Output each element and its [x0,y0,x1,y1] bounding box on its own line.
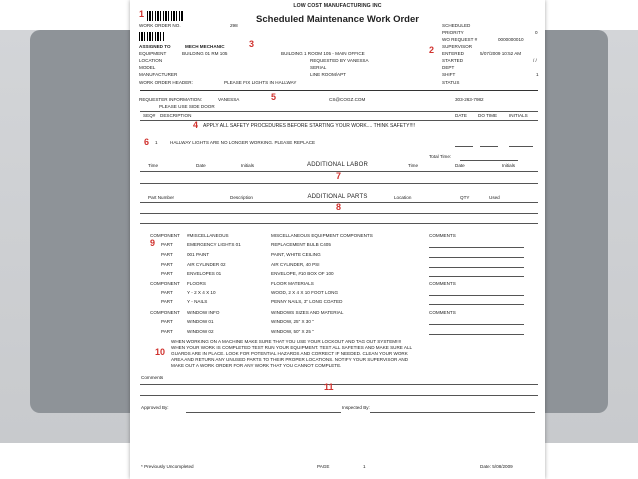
date-blank [455,146,473,147]
part-label: PART [161,329,173,334]
component-desc: MISCELLANEOUS EQUIPMENT COMPONENTS [271,233,373,238]
barcode-assigned [139,32,165,41]
part-label: PART [161,262,173,267]
marker-10: 10 [155,347,166,357]
safety-note: APPLY ALL SAFETY PROCEDURES BEFORE STARTING YOUR WORK.... THINK SAFETY!!!! [203,123,415,129]
page-number: 1 [363,464,366,469]
component-value: #MISCELLANEOUS [187,233,229,238]
marker-4: 4 [193,120,199,130]
col-seq: SEQ# [143,113,156,118]
comment-blank [429,267,524,268]
requester-note: PLEASE USE SIDE DOOR [159,104,215,109]
marker-8: 8 [336,202,342,212]
part-desc: WINDOW, 50" X 25 " [271,329,314,334]
approved-label: Approved By: [141,405,169,410]
document-title: Scheduled Maintenance Work Order [256,14,419,25]
requester-label: REQUESTER INFORMATION: [139,97,202,102]
comment-blank [429,324,524,325]
assigned-value: MECH MECHANIC [185,44,225,49]
part-label: PART [161,299,173,304]
instruction-line: GUARDS ARE IN PLACE. LOOK FOR POTENTIAL HAZARDS AND CORRECT IF NEEDED. CLEAN YOUR WORK [171,351,408,356]
part-label: PART [161,319,173,324]
comment-blank [429,247,524,248]
header-label: WORK ORDER HEADER: [139,80,193,85]
comments-label: Comments [141,375,164,380]
parts-col-qty: QTY [460,195,470,200]
marker-7: 7 [336,171,342,181]
marker-3: 3 [249,39,255,49]
status-label: STATUS [442,80,460,85]
equipment-value: BUILDING 01 RM 105 [182,51,228,56]
instruction-line: MAKE OUT A WORK ORDER FOR ANY WORK THAT YOU CANNOT COMPLETE. [171,363,342,368]
part-value: EMERGENCY LIGHTS 01 [187,242,241,247]
approved-signature-line [186,412,341,413]
initials-blank [509,146,533,147]
requested-by: REQUESTED BY VANESSA [310,58,369,63]
labor-col-date-2: Date [455,163,465,168]
part-value: Y - 2 X 4 X 10 [187,290,216,295]
component-value: WINDOW INFO [187,310,220,315]
part-desc: REPLACEMENT BULB C405 [271,242,331,247]
component-comments: COMMENTS [429,310,456,315]
part-desc: AIR CYLINDER, 40 PSI [271,262,320,267]
labor-col-initials-1: Initials [241,163,255,168]
work-order-no-label: WORK ORDER NO. [139,23,181,28]
part-desc: PENNY NAILS, 3" LONG COATED [271,299,343,304]
component-comments: COMMENTS [429,233,456,238]
part-value: AIR CYLINDER 02 [187,262,226,267]
part-desc: WOOD, 2 X 4 X 10 FOOT LONG [271,290,339,295]
labor-col-time-2: Time [408,163,419,168]
building-info: BUILDING 1 ROOM 105 - MAIN OFFICE [281,51,365,56]
location-label: LOCATION [139,58,163,63]
component-desc: WINDOWS SIZES AND MATERIAL [271,310,344,315]
comment-blank [429,276,524,277]
divider [140,111,538,112]
company-name: LOW COST MANUFACTURING INC [293,3,382,9]
wo-request-value: 0000000010 [498,37,524,42]
header-value: PLEASE FIX LIGHTS IN HALLWAY [224,80,297,85]
component-label: COMPONENT [150,281,180,286]
started-label: STARTED [442,58,464,63]
parts-col-number: Part Number [148,195,175,200]
labor-col-initials-2: Initials [502,163,516,168]
divider [140,213,538,214]
parts-col-used: Used [489,195,500,200]
divider [140,90,538,91]
shift-label: SHIFT [442,72,456,77]
part-label: PART [161,252,173,257]
part-value: Y - NAILS [187,299,208,304]
equipment-label: EQUIPMENT [139,51,167,56]
footer-note: * Previously Uncompleted [141,464,194,469]
divider [140,183,538,184]
instruction-line: WHEN WORKING ON A MACHINE MAKE SURE THAT YOU USE YOUR LOCKOUT AND TAG OUT SYSTEM!!!! [171,339,402,344]
priority-label: PRIORITY [442,30,464,35]
comment-blank [429,257,524,258]
part-label: PART [161,242,173,247]
entered-value: 5/07/2009 10:52 AM [480,51,522,56]
time-blank [480,146,498,147]
total-time-blank [460,160,518,161]
divider [140,120,538,121]
parts-title: ADDITIONAL PARTS [307,194,368,200]
wo-request-label: WO REQUEST # [442,37,478,42]
comment-line [140,384,538,385]
labor-col-time-1: Time [148,163,159,168]
marker-9: 9 [150,238,156,248]
inspected-signature-line [370,412,535,413]
component-comments: COMMENTS [429,281,456,286]
part-value: ENVELOPES 01 [187,271,222,276]
part-value: WINDOW 02 [187,329,214,334]
inspected-label: Inspected By: [342,405,370,410]
labor-title: ADDITIONAL LABOR [307,162,368,168]
requester-email: CS@COGZ.COM [329,97,366,102]
serial-label: SERIAL [310,65,327,70]
marker-6: 6 [144,137,150,147]
component-desc: FLOOR MATERIALS [271,281,314,286]
part-desc: PAINT, WHITE CEILING [271,252,321,257]
component-label: COMPONENT [150,233,180,238]
shift-value: 1 [536,72,539,77]
entered-label: ENTERED [442,51,464,56]
manufacturer-label: MANUFACTURER [139,72,178,77]
work-order-document [130,0,545,479]
component-value: FLOORS [187,281,206,286]
part-desc: WINDOW, 25" X 30 " [271,319,314,324]
part-value: 001 PAINT [187,252,210,257]
line-room-label: LINE ROOM/APT [310,72,346,77]
footer-date: Date: 5/08/2009 [480,464,513,469]
col-date: DATE [455,113,467,118]
dept-label: DEPT [442,65,455,70]
parts-col-location: Location [394,195,412,200]
assigned-label: ASSIGNED TO [139,44,171,49]
comment-line [140,395,538,396]
supervisor-label: SUPERVISOR [442,44,473,49]
priority-value: 0 [535,30,538,35]
part-value: WINDOW 01 [187,319,214,324]
instruction-line: WHEN YOUR WORK IS COMPLETED TEST RUN YOUR EQUIPMENT. TEST ALL SAFETIES AND MAKE SURE ALL [171,345,413,350]
part-desc: ENVELOPE, #10 BOX OF 100 [271,271,334,276]
page-label: PAGE [317,464,330,469]
started-value: / / [533,58,537,63]
parts-col-description: Description [230,195,253,200]
marker-11: 11 [324,382,334,392]
requester-name: VANESSA [218,97,240,102]
instruction-line: AREA AND RETURN ANY UNUSED PARTS TO THEIR PROPER LOCATIONS. NOTIFY YOUR SUPERVISOR AND [171,357,409,362]
model-label: MODEL [139,65,156,70]
work-order-no: 298 [230,23,238,28]
comment-blank [429,295,524,296]
marker-1: 1 [139,9,145,19]
divider [140,223,538,224]
component-label: COMPONENT [150,310,180,315]
col-do-time: DO TIME [478,113,498,118]
requester-phone: 303-263-7982 [455,97,484,102]
col-description: DESCRIPTION [160,113,192,118]
task-seq: 1 [155,140,158,145]
marker-2: 2 [429,45,435,55]
marker-5: 5 [271,92,277,102]
part-label: PART [161,271,173,276]
task-text: HALLWAY LIGHTS ARE NO LONGER WORKING. PLEASE REPLACE [170,140,316,145]
col-initials: INITIALS [509,113,528,118]
part-label: PART [161,290,173,295]
labor-col-date-1: Date [196,163,206,168]
barcode-work-order [147,11,183,21]
total-time-label: Total Time: [429,154,452,159]
comment-blank [429,334,524,335]
comment-blank [429,304,524,305]
scheduled-label: SCHEDULED [442,23,471,28]
